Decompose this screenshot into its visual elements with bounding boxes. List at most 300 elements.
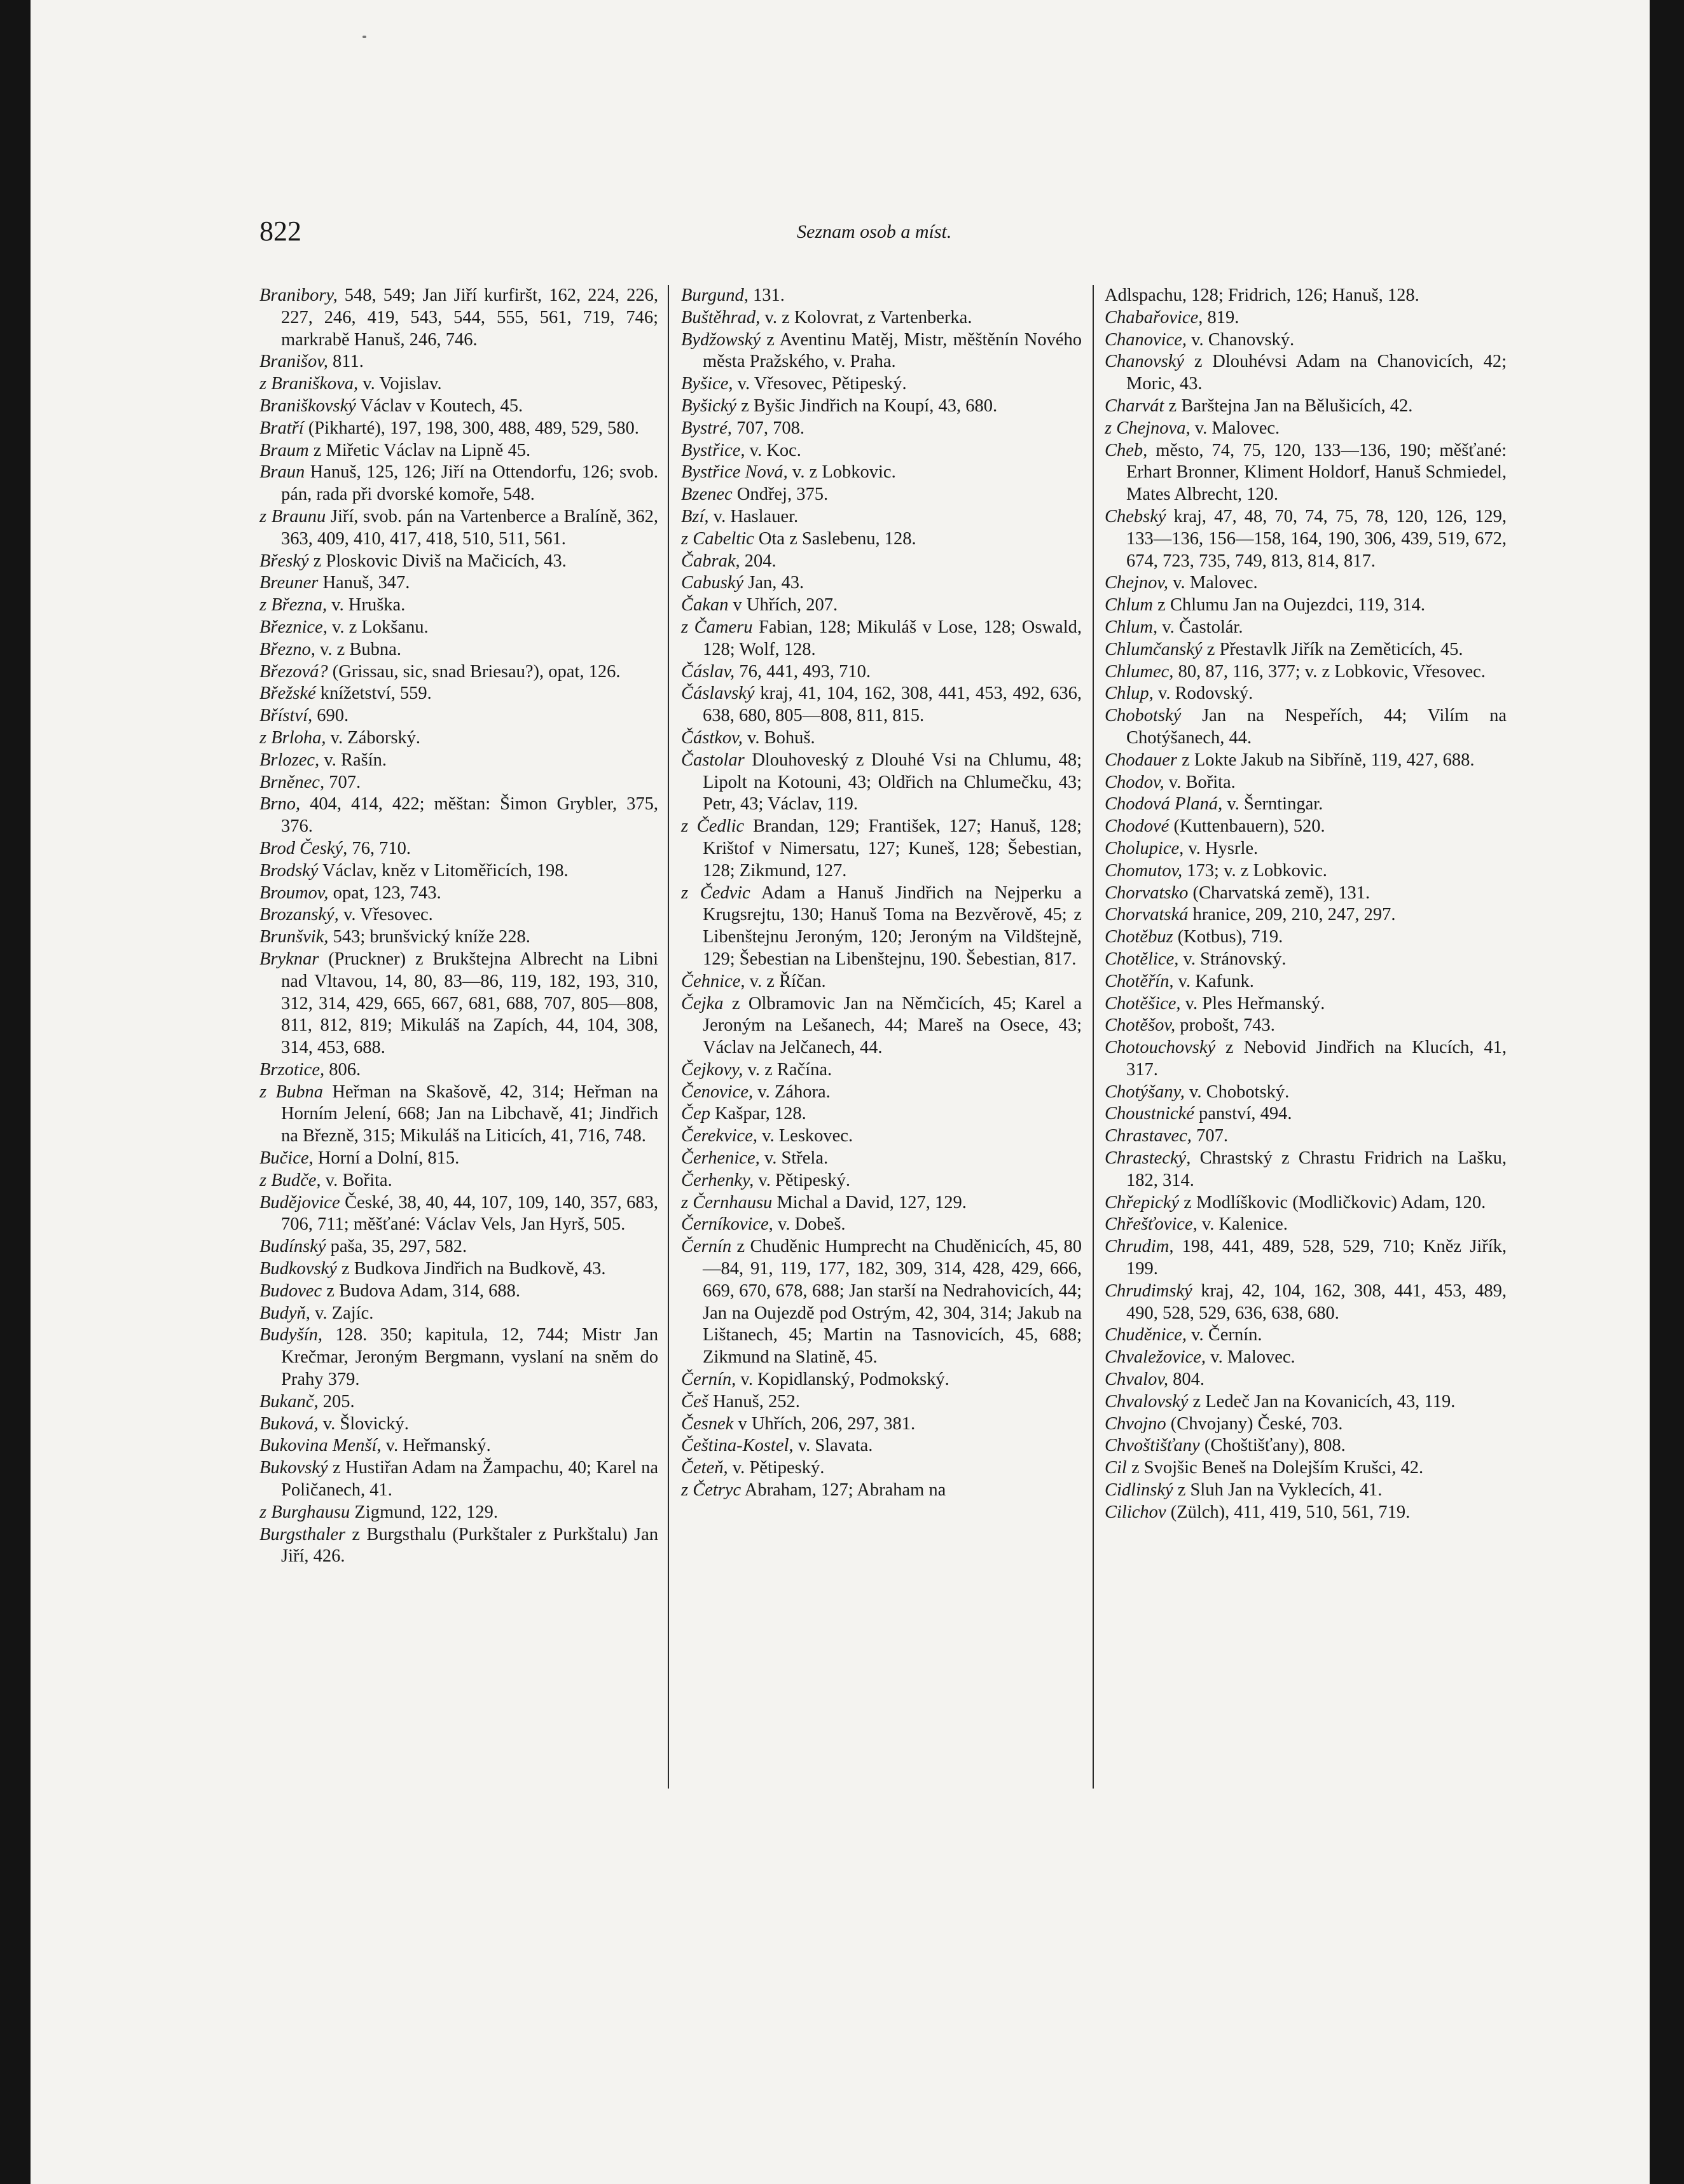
index-column-1 bbox=[259, 285, 658, 1568]
index-entry bbox=[1105, 1369, 1507, 1391]
entry-headword: z Brloha, bbox=[259, 727, 326, 748]
index-entry bbox=[1105, 816, 1507, 838]
entry-text: Adlspachu, 128; Fridrich, 126; Hanuš, 128. bbox=[1105, 285, 1419, 305]
entry-headword: Chabařovice, bbox=[1105, 307, 1203, 327]
index-entry bbox=[1105, 351, 1507, 395]
entry-text: 198, 441, 489, 528, 529, 710; Kněz Jiřík, 199. bbox=[1126, 1237, 1507, 1279]
entry-text: v. Kafunk. bbox=[1173, 971, 1254, 991]
index-entry bbox=[259, 551, 658, 573]
entry-headword: z Černhausu bbox=[681, 1192, 773, 1212]
entry-text: z Burgsthalu (Purkštaler z Purkštalu) Jan Jiří, 426. bbox=[281, 1524, 658, 1567]
entry-headword: Čáslav, bbox=[681, 661, 735, 682]
entry-text: z Budova Adam, 314, 688. bbox=[322, 1281, 520, 1301]
entry-text: v. Malovec. bbox=[1206, 1347, 1295, 1368]
index-entry bbox=[681, 661, 1082, 683]
index-entry bbox=[1105, 1214, 1507, 1236]
index-entry bbox=[681, 395, 1082, 418]
entry-text: 80, 87, 116, 377; v. z Lobkovic, Vřesovec. bbox=[1173, 661, 1486, 682]
entry-text: 690. bbox=[312, 706, 349, 726]
index-entry bbox=[1105, 1435, 1507, 1457]
index-entry bbox=[259, 1170, 658, 1192]
entry-text: v. Chobotský. bbox=[1184, 1082, 1290, 1102]
entry-text: v. Šerntingar. bbox=[1222, 794, 1323, 814]
entry-headword: Budějovice bbox=[259, 1192, 340, 1212]
entry-headword: Chotěbuz bbox=[1105, 927, 1173, 947]
index-entry bbox=[681, 617, 1082, 661]
index-entry bbox=[681, 373, 1082, 395]
entry-text: opat, 123, 743. bbox=[328, 883, 441, 903]
index-entry bbox=[1105, 1324, 1507, 1347]
entry-headword: Chlup, bbox=[1105, 683, 1154, 704]
entry-headword: Četeň, bbox=[681, 1458, 728, 1478]
entry-headword: Branibory, bbox=[259, 285, 338, 305]
entry-headword: z Čameru bbox=[681, 617, 753, 637]
index-entry bbox=[1105, 1480, 1507, 1502]
column-rule bbox=[1093, 285, 1094, 1789]
entry-text: 128. 350; kapitula, 12, 744; Mistr Jan Krečmar, Jeroným Bergmann, vyslaní na sněm do Prahy 379. bbox=[281, 1325, 658, 1390]
index-entry bbox=[1105, 949, 1507, 971]
entry-text: z Svojšic Beneš na Dolejším Krušci, 42. bbox=[1126, 1458, 1424, 1478]
entry-text: Dlouhoveský z Dlouhé Vsi na Chlumu, 48; Lipolt na Kotouni, 43; Oldřich na Chlumečku, 43; Petr, 43; Václav, 119. bbox=[703, 750, 1082, 814]
entry-headword: Bučice, bbox=[259, 1148, 314, 1169]
index-entry bbox=[259, 1391, 658, 1413]
entry-headword: Chlum bbox=[1105, 595, 1154, 615]
entry-headword: Chrastecký, bbox=[1105, 1148, 1191, 1169]
entry-headword: Chotouchovský bbox=[1105, 1038, 1216, 1058]
index-entry bbox=[681, 1457, 1082, 1480]
index-entry bbox=[259, 594, 658, 617]
entry-text: paša, 35, 297, 582. bbox=[326, 1237, 467, 1257]
index-entry bbox=[681, 1214, 1082, 1236]
entry-headword: Chotýšany, bbox=[1105, 1082, 1185, 1102]
entry-headword: Braniškovský bbox=[259, 395, 356, 416]
index-entry bbox=[259, 661, 658, 683]
entry-headword: Chvalov, bbox=[1105, 1370, 1168, 1390]
entry-headword: Chorvatská bbox=[1105, 905, 1189, 925]
entry-headword: Čabrak, bbox=[681, 551, 740, 571]
index-entry bbox=[681, 1059, 1082, 1082]
index-entry bbox=[1105, 705, 1507, 750]
entry-text: Zigmund, 122, 129. bbox=[350, 1502, 498, 1522]
entry-text: v. Zajíc. bbox=[310, 1303, 374, 1323]
entry-text: z Nebovid Jindřich na Klucích, 41, 317. bbox=[1126, 1038, 1507, 1080]
entry-headword: Bystré, bbox=[681, 418, 732, 438]
entry-headword: Chvoštišťany bbox=[1105, 1436, 1200, 1456]
entry-headword: Chanovice, bbox=[1105, 329, 1187, 350]
entry-text: panství, 494. bbox=[1194, 1104, 1292, 1124]
index-entry bbox=[259, 683, 658, 705]
index-entry bbox=[1105, 329, 1507, 352]
index-entry bbox=[1105, 772, 1507, 794]
entry-text: Brandan, 129; František, 127; Hanuš, 128; Krištof v Nimersatu, 127; Kuneš, 128; Šebestian, 128; Zikmund, 127. bbox=[703, 816, 1082, 881]
entry-text: v. Vojislav. bbox=[358, 374, 442, 394]
index-entry bbox=[259, 727, 658, 750]
entry-text: v. Bořita. bbox=[1164, 772, 1236, 792]
entry-headword: Čerhenice, bbox=[681, 1148, 760, 1169]
entry-text: v. Pětipeský. bbox=[754, 1170, 850, 1190]
index-entry bbox=[259, 860, 658, 883]
index-entry bbox=[1105, 594, 1507, 617]
entry-text: (Chvojany) České, 703. bbox=[1166, 1413, 1343, 1434]
index-entry bbox=[681, 1480, 1082, 1502]
index-entry bbox=[681, 1369, 1082, 1391]
entry-headword: Budyň, bbox=[259, 1303, 310, 1323]
index-entry bbox=[1105, 1347, 1507, 1369]
index-entry bbox=[1105, 926, 1507, 949]
entry-text: 205. bbox=[318, 1391, 355, 1411]
entry-text: (Kotbus), 719. bbox=[1173, 927, 1283, 947]
entry-text: Heřman na Skašově, 42, 314; Heřman na Horním Jelení, 668; Jan na Libchavě, 41; Jindřich na Březně, 315; Mikuláš na Liticích, 41, 716, 748. bbox=[281, 1082, 658, 1146]
entry-headword: Chlum, bbox=[1105, 617, 1158, 637]
entry-text: kraj, 42, 104, 162, 308, 441, 453, 489, 490, 528, 529, 636, 638, 680. bbox=[1126, 1281, 1507, 1323]
index-entry bbox=[681, 1236, 1082, 1369]
index-entry bbox=[1105, 1413, 1507, 1436]
index-entry bbox=[1105, 1082, 1507, 1104]
entry-headword: Bystřice, bbox=[681, 440, 745, 460]
index-entry bbox=[259, 572, 658, 594]
entry-headword: Chvalovský bbox=[1105, 1391, 1189, 1411]
entry-headword: z Četryc bbox=[681, 1480, 742, 1501]
entry-text: 819. bbox=[1203, 307, 1239, 327]
entry-headword: Čáslavský bbox=[681, 683, 755, 704]
entry-headword: Březnice, bbox=[259, 617, 328, 637]
entry-text: Michal a David, 127, 129. bbox=[772, 1192, 967, 1212]
entry-text: v. Střela. bbox=[759, 1148, 829, 1169]
entry-headword: Chejnov, bbox=[1105, 573, 1168, 593]
entry-text: z Lokte Jakub na Sibříně, 119, 427, 688. bbox=[1177, 750, 1475, 770]
index-entry bbox=[681, 993, 1082, 1059]
entry-headword: Byšický bbox=[681, 395, 737, 416]
entry-headword: Brlozec, bbox=[259, 750, 320, 770]
entry-text: město, 74, 75, 120, 133—136, 190; měšťané: Erhart Bronner, Kliment Holdorf, Hanuš Schmiedel, Mates Albrecht, 120. bbox=[1126, 440, 1507, 505]
entry-text: v. z Lokšanu. bbox=[327, 617, 429, 637]
index-entry bbox=[259, 1435, 658, 1457]
entry-text: 404, 414, 422; měštan: Šimon Grybler, 375, 376. bbox=[281, 794, 658, 837]
entry-text: v Uhřích, 207. bbox=[728, 595, 838, 615]
entry-headword: Choustnické bbox=[1105, 1104, 1194, 1124]
entry-headword: Brunšvik, bbox=[259, 927, 329, 947]
entry-text: 543; brunšvický kníže 228. bbox=[328, 927, 530, 947]
entry-text: v. Hruška. bbox=[327, 595, 406, 615]
entry-text: 76, 441, 493, 710. bbox=[735, 661, 871, 682]
entry-headword: Chrudim, bbox=[1105, 1237, 1174, 1257]
entry-text: hranice, 209, 210, 247, 297. bbox=[1188, 905, 1396, 925]
entry-headword: Cil bbox=[1105, 1458, 1127, 1478]
index-entry bbox=[1105, 1192, 1507, 1214]
entry-text: v. Rašín. bbox=[319, 750, 387, 770]
entry-headword: Čejkovy, bbox=[681, 1059, 743, 1080]
entry-text: v. Záborský. bbox=[326, 727, 421, 748]
entry-headword: Bystřice Nová, bbox=[681, 462, 788, 483]
entry-headword: Čehnice, bbox=[681, 971, 745, 991]
entry-text: z Modlíškovic (Modličkovic) Adam, 120. bbox=[1179, 1192, 1486, 1212]
entry-headword: Burgsthaler bbox=[259, 1524, 346, 1544]
entry-text: v. Malovec. bbox=[1190, 418, 1280, 438]
index-entry bbox=[259, 1192, 658, 1237]
entry-text: z Ledeč Jan na Kovanicích, 43, 119. bbox=[1188, 1391, 1456, 1411]
entry-headword: Byšice, bbox=[681, 374, 733, 394]
index-entry bbox=[1105, 793, 1507, 816]
entry-text: (Kuttenbauern), 520. bbox=[1169, 816, 1325, 837]
index-entry bbox=[681, 329, 1082, 374]
entry-text: Horní a Dolní, 815. bbox=[313, 1148, 460, 1169]
entry-text: Hanuš, 125, 126; Jiří na Ottendorfu, 126; svob. pán, rada při dvorské komoře, 548. bbox=[281, 462, 658, 505]
entry-text: 707. bbox=[324, 772, 361, 792]
entry-text: Chrastský z Chrastu Fridrich na Lašku, 182, 314. bbox=[1126, 1148, 1507, 1190]
entry-headword: Bříství, bbox=[259, 706, 313, 726]
index-entry bbox=[1105, 1015, 1507, 1037]
index-entry bbox=[681, 440, 1082, 462]
index-entry bbox=[259, 351, 658, 373]
entry-headword: Česnek bbox=[681, 1413, 734, 1434]
entry-text: 707. bbox=[1191, 1126, 1228, 1146]
column-rule bbox=[668, 285, 669, 1789]
entry-headword: Čejka bbox=[681, 993, 724, 1013]
entry-text: 811. bbox=[328, 352, 364, 372]
entry-text: v. Malovec. bbox=[1168, 573, 1258, 593]
entry-text: Fabian, 128; Mikuláš v Lose, 128; Oswald, 128; Wolf, 128. bbox=[703, 617, 1082, 659]
entry-headword: Čeština-Kostel, bbox=[681, 1436, 794, 1456]
entry-headword: Češ bbox=[681, 1391, 708, 1411]
index-entry bbox=[681, 1103, 1082, 1125]
entry-headword: z Čedvic bbox=[681, 883, 750, 903]
entry-headword: Chodov, bbox=[1105, 772, 1164, 792]
index-entry bbox=[1105, 971, 1507, 993]
entry-text: v. Častolár. bbox=[1157, 617, 1243, 637]
entry-headword: Čerhenky, bbox=[681, 1170, 754, 1190]
entry-headword: Branišov, bbox=[259, 352, 328, 372]
entry-headword: Chodová Planá, bbox=[1105, 794, 1223, 814]
index-entry bbox=[259, 1502, 658, 1524]
entry-text: z Byšic Jindřich na Koupí, 43, 680. bbox=[736, 395, 998, 416]
entry-text: (Charvatská země), 131. bbox=[1188, 883, 1370, 903]
entry-text: z Miřetic Václav na Lipně 45. bbox=[308, 440, 531, 460]
index-entry bbox=[681, 484, 1082, 506]
index-entry bbox=[259, 1082, 658, 1148]
entry-headword: Černíkovice, bbox=[681, 1214, 773, 1235]
entry-text: v. Dobeš. bbox=[773, 1214, 846, 1235]
index-entry bbox=[681, 1435, 1082, 1457]
index-entry bbox=[259, 285, 658, 351]
entry-headword: Čerekvice, bbox=[681, 1126, 757, 1146]
entry-headword: Budyšín, bbox=[259, 1325, 322, 1345]
entry-text: 131. bbox=[748, 285, 785, 305]
entry-headword: Chrudimský bbox=[1105, 1281, 1192, 1301]
index-entry bbox=[1105, 1103, 1507, 1125]
index-entry bbox=[681, 572, 1082, 594]
entry-headword: Čakan bbox=[681, 595, 729, 615]
entry-headword: Braun bbox=[259, 462, 305, 483]
entry-headword: Černín, bbox=[681, 1370, 736, 1390]
entry-headword: Buštěhrad, bbox=[681, 307, 761, 327]
entry-text: v. Kopidlanský, Podmokský. bbox=[736, 1370, 949, 1390]
entry-headword: z Braunu bbox=[259, 506, 326, 526]
index-entry bbox=[259, 838, 658, 860]
entry-text: v. z Račína. bbox=[743, 1059, 832, 1080]
entry-headword: Častolar bbox=[681, 750, 745, 770]
index-entry bbox=[1105, 1037, 1507, 1082]
entry-text: v. Záhora. bbox=[753, 1082, 831, 1102]
entry-text: z Dlouhévsi Adam na Chanovicích, 42; Moric, 43. bbox=[1126, 352, 1507, 394]
index-entry bbox=[259, 617, 658, 639]
entry-text: v. Heřmanský. bbox=[381, 1436, 491, 1456]
entry-text: Abraham, 127; Abraham na bbox=[741, 1480, 946, 1501]
entry-text: v. z Bubna. bbox=[315, 639, 401, 659]
entry-headword: Brod Český, bbox=[259, 838, 348, 858]
index-entry bbox=[259, 639, 658, 661]
entry-text: (Pikharté), 197, 198, 300, 488, 489, 529, 580. bbox=[303, 418, 639, 438]
index-entry bbox=[259, 750, 658, 772]
entry-text: v. Šlovický. bbox=[318, 1413, 409, 1434]
entry-text: kraj, 41, 104, 162, 308, 441, 453, 492, 636, 638, 680, 805—808, 811, 815. bbox=[703, 683, 1082, 726]
entry-text: Adam a Hanuš Jindřich na Nejperku a Krugsrejtu, 130; Hanuš Toma na Bezvěrově, 45; z Libenštejnu Jeroným, 120; Jeroným na Vildštejně, 129; Šebestian na Libenštejnu, 190. Šebestian, 817. bbox=[703, 883, 1082, 969]
index-entry bbox=[1105, 1125, 1507, 1148]
entry-text: 173; v. z Lobkovic. bbox=[1182, 860, 1327, 881]
entry-text: v. Černín. bbox=[1187, 1325, 1262, 1345]
entry-headword: Chodauer bbox=[1105, 750, 1177, 770]
index-entry bbox=[681, 285, 1082, 307]
entry-headword: Chodové bbox=[1105, 816, 1170, 837]
entry-headword: Burgund, bbox=[681, 285, 749, 305]
index-entry bbox=[1105, 506, 1507, 572]
entry-text: z Aventinu Matěj, Mistr, měštěnín Nového města Pražského, v. Praha. bbox=[703, 329, 1082, 372]
scanned-page bbox=[31, 0, 1650, 2184]
index-entry bbox=[259, 1524, 658, 1569]
entry-text: Ondřej, 375. bbox=[732, 484, 829, 505]
index-entry bbox=[259, 904, 658, 926]
entry-text: v. Pětipeský. bbox=[728, 1458, 825, 1478]
entry-headword: Brno, bbox=[259, 794, 301, 814]
entry-text: Kašpar, 128. bbox=[710, 1104, 806, 1124]
entry-headword: Broumov, bbox=[259, 883, 329, 903]
index-entry bbox=[259, 1324, 658, 1391]
index-entry bbox=[1105, 883, 1507, 905]
entry-headword: Chebský bbox=[1105, 506, 1166, 526]
entry-headword: Bryknar bbox=[259, 949, 319, 969]
page-number: 822 bbox=[259, 216, 301, 247]
index-entry bbox=[259, 1457, 658, 1502]
entry-text: (Grissau, sic, snad Briesau?), opat, 126. bbox=[328, 661, 621, 682]
index-entry bbox=[681, 1413, 1082, 1436]
index-entry bbox=[681, 462, 1082, 484]
entry-headword: Chřepický bbox=[1105, 1192, 1180, 1212]
index-entry bbox=[1105, 418, 1507, 440]
index-entry bbox=[681, 816, 1082, 882]
entry-headword: z Cabeltic bbox=[681, 528, 754, 549]
index-entry bbox=[1105, 750, 1507, 772]
entry-headword: z Budče, bbox=[259, 1170, 321, 1190]
entry-headword: Budkovský bbox=[259, 1259, 337, 1279]
entry-headword: Březová? bbox=[259, 661, 328, 682]
entry-headword: Brněnec, bbox=[259, 772, 325, 792]
entry-headword: Chotěšov, bbox=[1105, 1015, 1176, 1036]
index-entry bbox=[259, 883, 658, 905]
entry-headword: Bzenec bbox=[681, 484, 733, 505]
index-entry bbox=[681, 307, 1082, 329]
entry-text: z Chlumu Jan na Oujezdci, 119, 314. bbox=[1153, 595, 1425, 615]
entry-text: v. z Říčan. bbox=[745, 971, 826, 991]
entry-headword: Bratří bbox=[259, 418, 304, 438]
entry-headword: Chotělice, bbox=[1105, 949, 1179, 969]
entry-text: Jan, 43. bbox=[743, 573, 804, 593]
index-entry bbox=[1105, 617, 1507, 639]
entry-headword: Chlumčanský bbox=[1105, 639, 1203, 659]
entry-headword: Bukovina Menší, bbox=[259, 1436, 382, 1456]
entry-text: z Olbramovic Jan na Němčicích, 45; Karel a Jeroným na Lešanech, 44; Mareš na Osece, 43; Václav na Jelčanech, 44. bbox=[703, 993, 1082, 1058]
index-entry bbox=[1105, 860, 1507, 883]
entry-text: v. Slavata. bbox=[793, 1436, 873, 1456]
scan-speck bbox=[362, 36, 366, 38]
index-entry bbox=[1105, 838, 1507, 860]
entry-headword: Chotěšice, bbox=[1105, 993, 1181, 1013]
entry-text: 804. bbox=[1168, 1370, 1204, 1390]
index-entry bbox=[259, 1059, 658, 1082]
entry-headword: Brzotice, bbox=[259, 1059, 325, 1080]
entry-text: (Zülch), 411, 419, 510, 561, 719. bbox=[1166, 1502, 1411, 1522]
entry-headword: Chobotský bbox=[1105, 706, 1182, 726]
index-column-3 bbox=[1105, 285, 1507, 1524]
entry-text: (Choštišťany), 808. bbox=[1199, 1436, 1346, 1456]
entry-headword: z Bubna bbox=[259, 1082, 323, 1102]
index-entry bbox=[1105, 1457, 1507, 1480]
index-entry bbox=[1105, 395, 1507, 418]
entry-headword: Chvojno bbox=[1105, 1413, 1166, 1434]
entry-text: v. Koc. bbox=[745, 440, 801, 460]
index-entry bbox=[1105, 661, 1507, 683]
entry-text: v. Vřesovec. bbox=[338, 905, 433, 925]
index-entry bbox=[259, 1258, 658, 1281]
index-entry bbox=[259, 1236, 658, 1258]
index-entry bbox=[681, 506, 1082, 528]
entry-text: z Hustiřan Adam na Žampachu, 40; Karel na Poličanech, 41. bbox=[281, 1458, 658, 1501]
index-entry bbox=[259, 395, 658, 418]
entry-text: v. Haslauer. bbox=[708, 506, 799, 526]
entry-headword: Bzí, bbox=[681, 506, 709, 526]
index-entry bbox=[259, 772, 658, 794]
index-entry bbox=[259, 926, 658, 949]
entry-headword: Chrastavec, bbox=[1105, 1126, 1192, 1146]
index-entry bbox=[1105, 440, 1507, 506]
index-entry bbox=[259, 793, 658, 838]
index-entry bbox=[259, 1281, 658, 1303]
entry-text: kraj, 47, 48, 70, 74, 75, 78, 120, 126, 129, 133—136, 156—158, 164, 190, 306, 439, 519, 672, 674, 723, 735, 749, 813, 814, 817. bbox=[1126, 506, 1507, 571]
index-entry bbox=[259, 506, 658, 551]
entry-headword: Čenovice, bbox=[681, 1082, 754, 1102]
entry-text: v. Vřesovec, Pětipeský. bbox=[733, 374, 907, 394]
entry-text: v. z Kolovrat, z Vartenberka. bbox=[760, 307, 972, 327]
entry-text: 707, 708. bbox=[731, 418, 804, 438]
entry-headword: Brodský bbox=[259, 860, 319, 881]
index-entry bbox=[681, 1125, 1082, 1148]
entry-text: v. Hysrle. bbox=[1184, 838, 1259, 858]
index-entry bbox=[681, 683, 1082, 727]
entry-text: v. Kalenice. bbox=[1197, 1214, 1288, 1235]
entry-headword: Cilichov bbox=[1105, 1502, 1166, 1522]
entry-headword: Břeský bbox=[259, 551, 309, 571]
entry-headword: Částkov, bbox=[681, 727, 743, 748]
entry-text: v. z Lobkovic. bbox=[787, 462, 896, 483]
entry-headword: Brozanský, bbox=[259, 905, 339, 925]
index-entry bbox=[681, 1082, 1082, 1104]
index-entry bbox=[1105, 639, 1507, 661]
entry-text: Václav v Koutech, 45. bbox=[355, 395, 523, 416]
entry-text: z Budkova Jindřich na Budkově, 43. bbox=[336, 1259, 606, 1279]
entry-headword: Breuner bbox=[259, 573, 319, 593]
index-entry bbox=[681, 971, 1082, 993]
index-entry bbox=[259, 705, 658, 727]
entry-headword: Chlumec, bbox=[1105, 661, 1174, 682]
index-entry bbox=[1105, 307, 1507, 329]
